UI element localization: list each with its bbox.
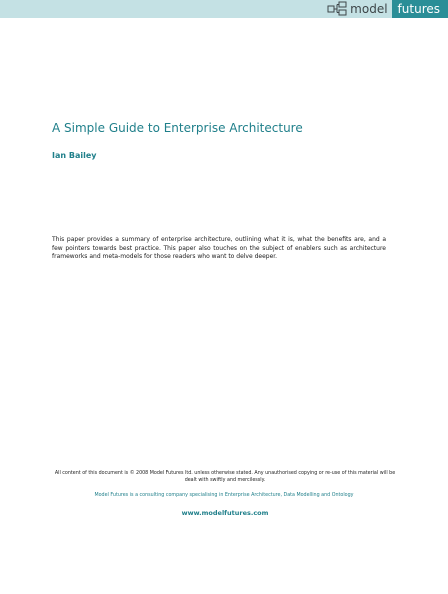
header-bar — [0, 0, 448, 18]
logo-word-model: model — [350, 2, 388, 16]
copyright-notice: All content of this document is © 2008 Model Futures ltd. unless otherwise stated. Any unauthorised copying or re-use of this material will be dealt with swiftly and mercilessly. — [54, 471, 396, 483]
logo-word-futures: futures — [392, 0, 448, 18]
company-logo — [326, 0, 448, 18]
document-abstract: This paper provides a summary of enterprise architecture, outlining what it is, what the benefits are, and a few pointers towards best practice. This paper also touches on the subject of enablers such as architecture frameworks and meta-models for those readers who want to delve deeper. — [52, 236, 386, 260]
model-futures-logo-icon — [326, 0, 348, 18]
document-author: Ian Bailey — [52, 151, 97, 160]
company-tagline: Model Futures is a consulting company specialising in Enterprise Architecture, Data Modelling and Ontology — [94, 493, 354, 498]
document-title: A Simple Guide to Enterprise Architecture — [52, 121, 303, 135]
website-link[interactable]: www.modelfutures.com — [181, 509, 269, 517]
